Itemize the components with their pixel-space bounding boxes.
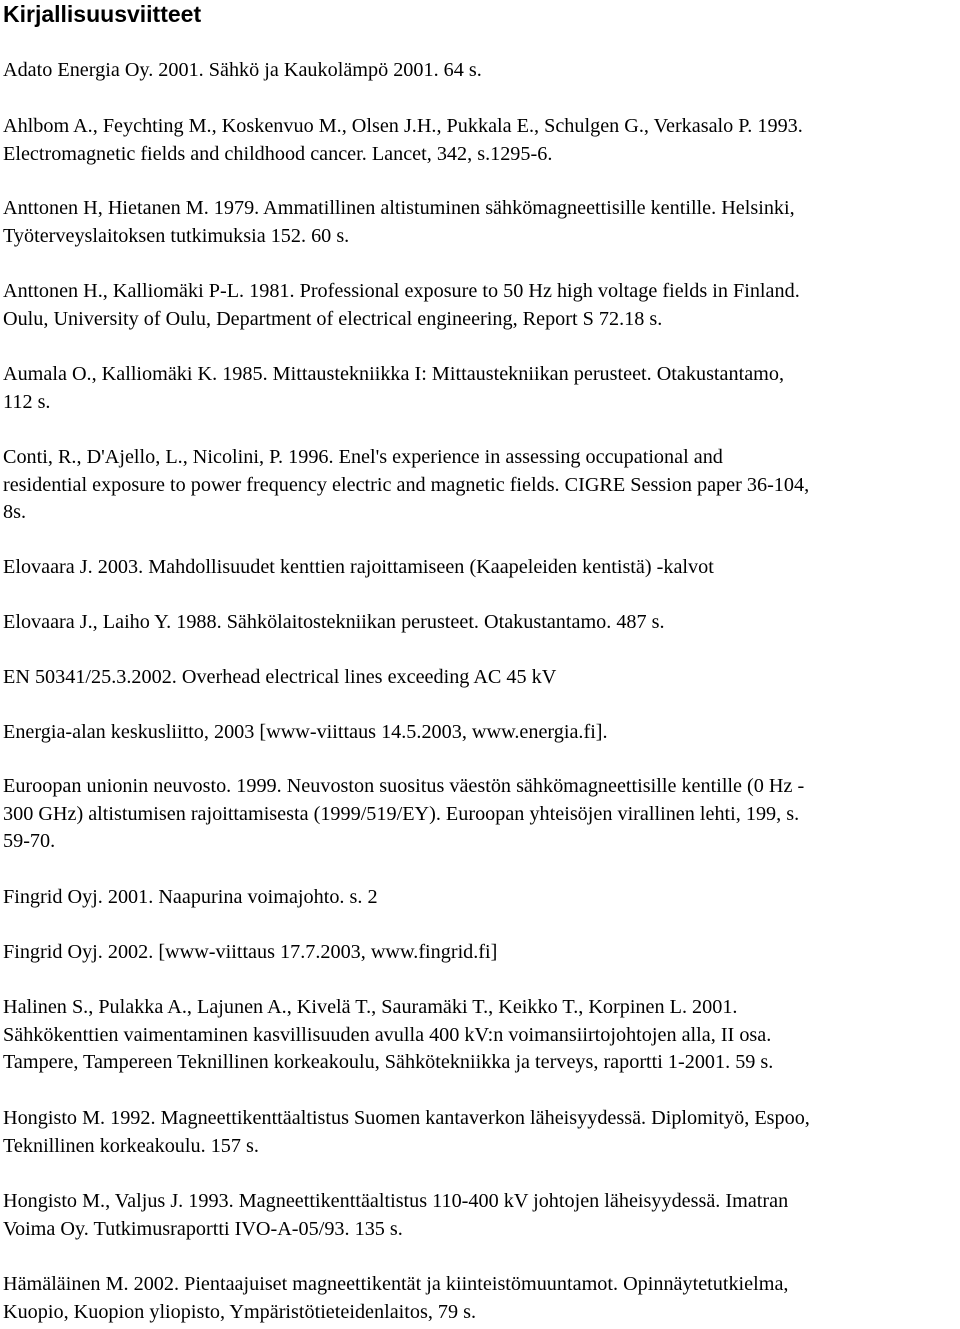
- reference-line: Adato Energia Oy. 2001. Sähkö ja Kaukolämpö 2001. 64 s.: [3, 59, 482, 81]
- reference-line: 8s.: [3, 501, 26, 524]
- reference-line: Hongisto M., Valjus J. 1993. Magneettikenttäaltistus 110-400 kV johtojen läheisyydessä. Imatran: [3, 1190, 789, 1212]
- reference-line: Tampere, Tampereen Teknillinen korkeakoulu, Sähkötekniikka ja terveys, raportti 1-2001. 59 s.: [3, 1051, 774, 1074]
- reference-line: Fingrid Oyj. 2001. Naapurina voimajohto. s. 2: [3, 886, 378, 908]
- reference-line: Fingrid Oyj. 2002. [www-viittaus 17.7.2003, www.fingrid.fi]: [3, 941, 498, 963]
- reference-line: Conti, R., D'Ajello, L., Nicolini, P. 1996. Enel's experience in assessing occupational and: [3, 446, 723, 468]
- reference-line: 59-70.: [3, 830, 56, 853]
- reference-line: Elovaara J. 2003. Mahdollisuudet kenttien rajoittamiseen (Kaapeleiden kentistä) -kalvot: [3, 556, 714, 578]
- reference-entry: [3, 719, 958, 747]
- reference-line: Euroopan unionin neuvosto. 1999. Neuvoston suositus väestön sähkömagneettisille kentille (0 Hz -: [3, 775, 805, 797]
- reference-entry: [3, 884, 958, 912]
- reference-line: Halinen S., Pulakka A., Lajunen A., Kivelä T., Sauramäki T., Keikko T., Korpinen L. 2001.: [3, 996, 738, 1018]
- reference-line: 112 s.: [3, 390, 51, 413]
- reference-line: Sähkökenttien vaimentaminen kasvillisuuden avulla 400 kV:n voimansiirtojohtojen alla, II osa.: [3, 1023, 772, 1046]
- reference-entry: [3, 1271, 958, 1326]
- reference-line: Electromagnetic fields and childhood cancer. Lancet, 342, s.1295-6.: [3, 142, 553, 165]
- reference-line: Kuopio, Kuopion yliopisto, Ympäristötieteidenlaitos, 79 s.: [3, 1300, 477, 1323]
- reference-entry: [3, 278, 958, 333]
- reference-line: Voima Oy. Tutkimusraportti IVO-A-05/93. 135 s.: [3, 1217, 403, 1240]
- reference-line: Työterveyslaitoksen tutkimuksia 152. 60 s.: [3, 224, 350, 247]
- reference-entry: [3, 939, 958, 967]
- reference-line: Oulu, University of Oulu, Department of electrical engineering, Report S 72.18 s.: [3, 307, 663, 330]
- reference-line: Energia-alan keskusliitto, 2003 [www-viittaus 14.5.2003, www.energia.fi].: [3, 721, 608, 743]
- reference-line: 300 GHz) altistumisen rajoittamisesta (1999/519/EY). Euroopan yhteisöjen virallinen lehti, 199, s.: [3, 802, 800, 825]
- reference-entry: [3, 1188, 958, 1243]
- reference-line: Hämäläinen M. 2002. Pientaajuiset magneettikentät ja kiinteistömuuntamot. Opinnäytetutkielma,: [3, 1273, 789, 1295]
- reference-line: Anttonen H., Kalliomäki P-L. 1981. Professional exposure to 50 Hz high voltage fields in Finland.: [3, 280, 800, 302]
- reference-entry: [3, 113, 958, 168]
- reference-entry: [3, 361, 958, 416]
- reference-line: Elovaara J., Laiho Y. 1988. Sähkölaitostekniikan perusteet. Otakustantamo. 487 s.: [3, 611, 665, 633]
- reference-line: EN 50341/25.3.2002. Overhead electrical lines exceeding AC 45 kV: [3, 666, 557, 688]
- reference-line: Ahlbom A., Feychting M., Koskenvuo M., Olsen J.H., Pukkala E., Schulgen G., Verkasalo P. 1993.: [3, 115, 803, 137]
- reference-entry: [3, 444, 958, 527]
- reference-line: Aumala O., Kalliomäki K. 1985. Mittaustekniikka I: Mittaustekniikan perusteet. Otakustantamo,: [3, 363, 784, 385]
- reference-entry: [3, 994, 958, 1077]
- reference-entry: [3, 773, 958, 856]
- reference-entry: [3, 195, 958, 250]
- reference-entry: [3, 1105, 958, 1160]
- reference-entry: [3, 609, 958, 637]
- reference-entry: [3, 57, 958, 85]
- reference-line: Anttonen H, Hietanen M. 1979. Ammatillinen altistuminen sähkömagneettisille kentille. Helsinki,: [3, 197, 795, 219]
- reference-entry: [3, 664, 958, 692]
- page-heading: Kirjallisuusviitteet: [3, 1, 202, 27]
- reference-line: Hongisto M. 1992. Magneettikenttäaltistus Suomen kantaverkon läheisyydessä. Diplomityö, Espoo,: [3, 1107, 810, 1129]
- reference-line: residential exposure to power frequency electric and magnetic fields. CIGRE Session paper 36-104,: [3, 473, 810, 496]
- reference-line: Teknillinen korkeakoulu. 157 s.: [3, 1134, 259, 1157]
- reference-entry: [3, 554, 958, 582]
